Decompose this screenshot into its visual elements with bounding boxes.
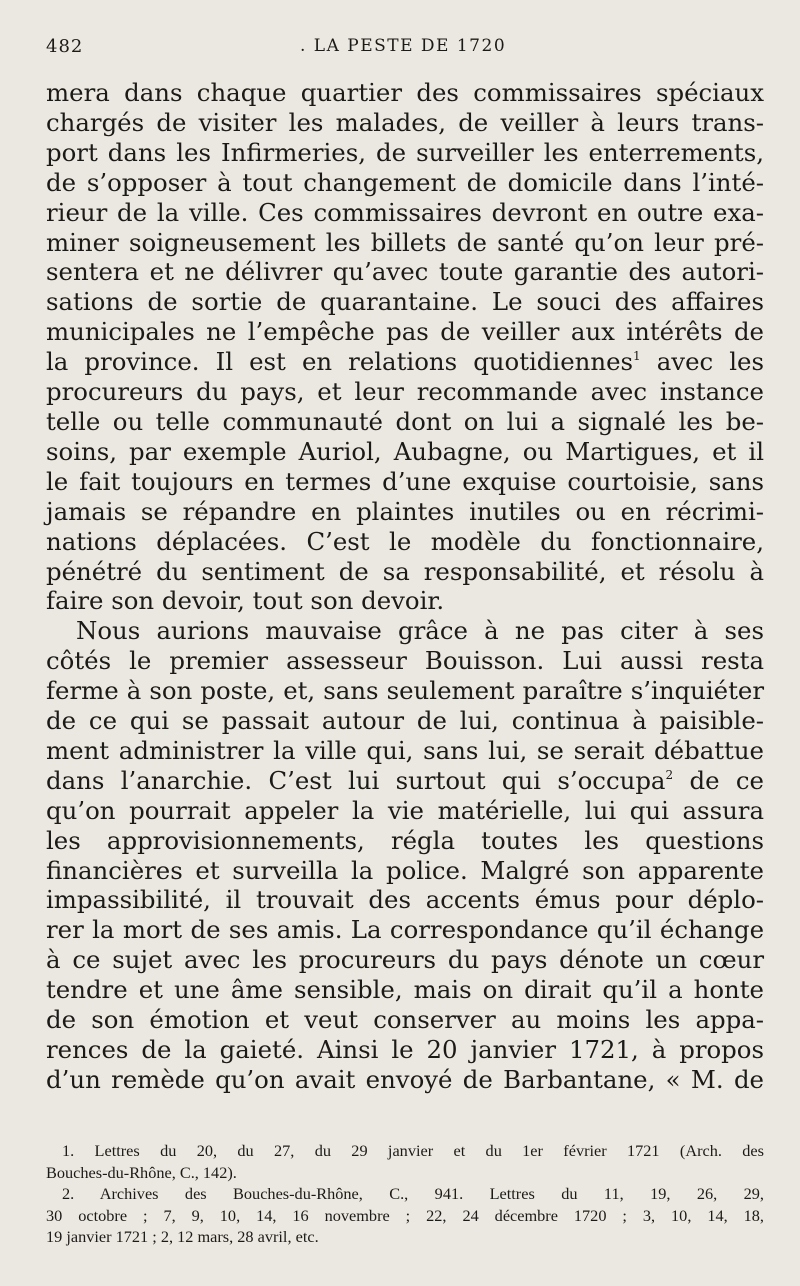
footnote-2-line: 30 octobre ; 7, 9, 10, 14, 16 novembre ; 22, 24 décembre 1720 ; 3, 10, 14, 18, — [46, 1205, 764, 1225]
text-line: nations déplacées. C’est le modèle du fonctionnaire, — [46, 526, 764, 556]
text-line: de ce qui se passait autour de lui, continua à paisible- — [46, 706, 764, 736]
text-line: côtés le premier assesseur Bouisson. Lui aussi resta — [46, 646, 764, 676]
text-line: telle ou telle communauté dont on lui a signalé les be- — [46, 406, 764, 436]
text-line: impassibilité, il trouvait des accents émus pour déplo- — [46, 885, 764, 915]
footnotes — [46, 1140, 764, 1248]
running-title: . LA PESTE DE 1720 — [300, 36, 507, 56]
text-line: d’un remède qu’on avait envoyé de Barbantane, « M. de — [46, 1064, 764, 1094]
body-text — [46, 78, 764, 1095]
text-line: port dans les Infirmeries, de surveiller les enterrements, — [46, 137, 764, 167]
text-line: à ce sujet avec les procureurs du pays dénote un cœur — [46, 945, 764, 975]
text-line: sentera et ne délivrer qu’avec toute garantie des autori- — [46, 257, 764, 287]
text-line-with-note — [46, 347, 764, 377]
text-fragment: la province. Il est en relations quotidiennes — [46, 347, 634, 377]
text-line: ment administrer la ville qui, sans lui, se serait débattue — [46, 735, 764, 765]
footnote-2-line: 19 janvier 1721 ; 2, 12 mars, 28 avril, etc. — [46, 1227, 319, 1246]
text-line: ferme à son poste, et, sans seulement paraître s’inquiéter — [46, 676, 764, 706]
text-line: pénétré du sentiment de sa responsabilité, et résolu à — [46, 556, 764, 586]
text-line: sations de sortie de quarantaine. Le souci des affaires — [46, 287, 764, 317]
text-line: de s’opposer à tout changement de domicile dans l’inté- — [46, 167, 764, 197]
text-line: chargés de visiter les malades, de veiller à leurs trans- — [46, 107, 764, 137]
text-line: soins, par exemple Auriol, Aubagne, ou Martigues, et il — [46, 436, 764, 466]
text-line: de son émotion et veut conserver au moins les appa- — [46, 1005, 764, 1035]
text-line: miner soigneusement les billets de santé qu’on leur pré- — [46, 227, 764, 257]
footnote-1-line: Bouches-du-Rhône, C., 142). — [46, 1162, 237, 1182]
text-fragment: avec les — [656, 347, 764, 377]
text-line: qu’on pourrait appeler la vie matérielle, lui qui assura — [46, 795, 764, 825]
text-line: jamais se répandre en plaintes inutiles ou en récrimi- — [46, 496, 764, 526]
text-line: financières et surveilla la police. Malgré son apparente — [46, 855, 764, 885]
running-header — [46, 36, 764, 60]
text-line: le fait toujours en termes d’une exquise courtoisie, sans — [46, 466, 764, 496]
text-line: rences de la gaieté. Ainsi le 20 janvier 1721, à propos — [46, 1035, 764, 1064]
note-reference-2: 2 — [665, 767, 674, 782]
text-fragment: de ce — [689, 765, 764, 795]
text-line: procureurs du pays, et leur recommande avec instance — [46, 377, 764, 407]
page-number: 482 — [46, 36, 84, 57]
footnote-1-line: 1. Lettres du 20, du 27, du 29 janvier et du 1er février 1721 (Arch. des — [62, 1141, 764, 1160]
text-line: mera dans chaque quartier des commissaires spéciaux — [46, 78, 764, 107]
text-line: les approvisionnements, régla toutes les questions — [46, 825, 764, 855]
text-line: tendre et une âme sensible, mais on dirait qu’il a honte — [46, 975, 764, 1005]
text-fragment: dans l’anarchie. C’est lui surtout qui s’occupa — [46, 765, 666, 795]
text-line: rer la mort de ses amis. La correspondance qu’il échange — [46, 915, 764, 945]
text-line-with-note — [46, 766, 764, 796]
text-line: faire son devoir, tout son devoir. — [46, 586, 445, 616]
footnote-2-line: 2. Archives des Bouches-du-Rhône, C., 941. Lettres du 11, 19, 26, 29, — [62, 1184, 764, 1203]
note-reference-1: 1 — [633, 349, 641, 364]
text-line: Nous aurions mauvaise grâce à ne pas citer à ses — [76, 616, 764, 646]
text-line: rieur de la ville. Ces commissaires devront en outre exa- — [46, 197, 764, 227]
text-line: municipales ne l’empêche pas de veiller aux intérêts de — [46, 317, 764, 347]
